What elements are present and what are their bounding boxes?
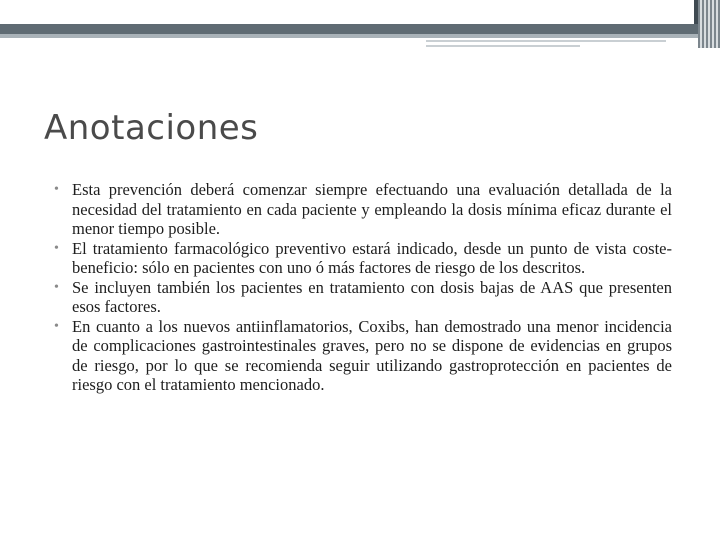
decorative-line (426, 45, 580, 47)
corner-accent-decoration (694, 0, 698, 24)
bullet-text: El tratamiento farmacológico preventivo estará indicado, desde un punto de vista coste-beneficio: sólo en pacientes con uno ó más factores de riesgo de los descritos. (72, 238, 672, 277)
bullet-item (54, 239, 672, 278)
bullet-text: En cuanto a los nuevos antiinflamatorios, Coxibs, han demostrado una menor incidencia de complicaciones gastrointestinales graves, pero no se dispone de evidencias en grupos de riesgo, por lo que se recomienda seguir utilizando gastroprotección en pacientes de riesgo con el tratamiento mencionado. (72, 316, 672, 394)
bullet-item (54, 278, 672, 317)
bullet-icon: • (54, 240, 59, 256)
top-decorative-band-light (0, 34, 698, 38)
bullet-item (54, 317, 672, 395)
bullet-text: Se incluyen también los pacientes en tratamiento con dosis bajas de AAS que presenten esos factores. (72, 277, 672, 316)
bullet-icon: • (54, 182, 59, 197)
bullet-icon: • (54, 279, 59, 295)
top-decorative-band (0, 24, 698, 34)
corner-stripes-decoration (698, 0, 720, 48)
decorative-line (426, 40, 666, 42)
slide-title: Anotaciones (44, 108, 259, 148)
bullet-list (54, 180, 672, 395)
bullet-icon: • (54, 318, 59, 334)
bullet-text: Esta prevención deberá comenzar siempre efectuando una evaluación detallada de la necesidad del tratamiento en cada paciente y empleando la dosis mínima eficaz durante el menor tiempo posible. (72, 180, 672, 238)
bullet-item (54, 180, 672, 239)
